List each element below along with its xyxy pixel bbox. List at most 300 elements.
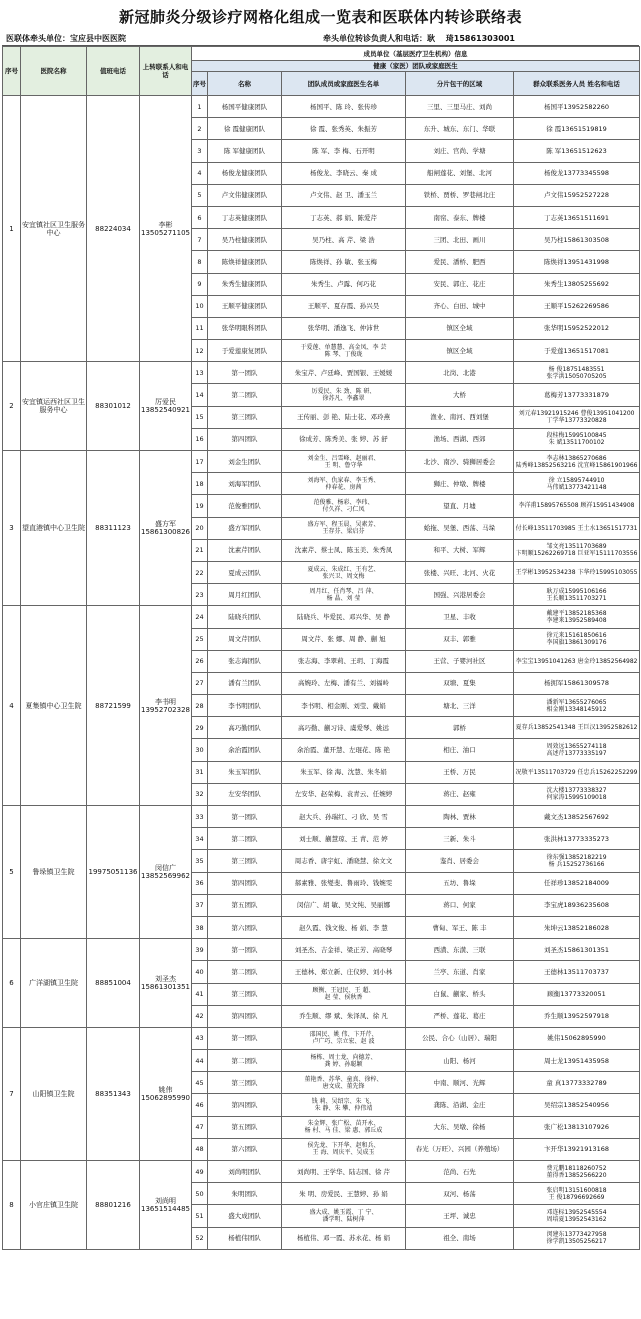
team-area: 卫星、丰收	[406, 606, 514, 628]
team-area: 和平、大树、军辉	[406, 539, 514, 561]
team-area: 王桥、万民	[406, 761, 514, 783]
team-members: 刘圣杰、吉金祥、梁正芳、高晓琴	[282, 939, 406, 961]
team-members: 丁志英、郝 娟、陈爱芹	[282, 206, 406, 228]
team-contact: 杨俊龙13773345598	[514, 162, 640, 184]
team-contact: 葛梅芳13773331879	[514, 384, 640, 406]
team-area: 范尚、石先	[406, 1161, 514, 1183]
team-name: 第四团队	[208, 1005, 282, 1027]
team-seq: 1	[192, 96, 208, 118]
table-header	[3, 47, 640, 96]
team-contact: 童 真13773332789	[514, 1072, 640, 1094]
team-members: 盛大成、姚玉霞、丁 宁、 潘学明、陆树萍	[282, 1205, 406, 1227]
team-name: 第五团队	[208, 894, 282, 916]
team-contact: 徐 立15895744910 马伟斌13773421148	[514, 473, 640, 495]
team-area: 望直、月墟	[406, 495, 514, 517]
team-name: 第四团队	[208, 1094, 282, 1116]
duty-phone: 88311123	[87, 451, 140, 606]
hospital-seq: 6	[3, 939, 21, 1028]
team-members: 郝素雅、张燮斐、鲁雨玲、钱婉雯	[282, 872, 406, 894]
duty-phone: 88351343	[87, 1027, 140, 1160]
team-area: 三里、三里马庄、刘尚	[406, 96, 514, 118]
team-name: 于爱莲康复团队	[208, 340, 282, 362]
team-seq: 44	[192, 1050, 208, 1072]
team-members: 厉爱民、朱 劲、陈 研、 徐苏凡、李鑫翠	[282, 384, 406, 406]
team-seq: 45	[192, 1072, 208, 1094]
table-row	[3, 1027, 640, 1049]
team-name: 盛大成团队	[208, 1205, 282, 1227]
team-area: 塘北、三洋	[406, 695, 514, 717]
team-name: 刘海军团队	[208, 473, 282, 495]
team-contact: 段桂梅15995100845 朱 斌13511700102	[514, 428, 640, 450]
team-members: 朱金辉、张广松、苗开永、 杨 村、马 佳、梁 惠、郭丘成	[282, 1116, 406, 1138]
team-contact: 戴建平13852185368 李建来13952589408	[514, 606, 640, 628]
team-name: 刘金生团队	[208, 451, 282, 473]
team-seq: 15	[192, 406, 208, 428]
team-contact: 徐 霞13651519819	[514, 118, 640, 140]
team-area: 三新、朱斗	[406, 828, 514, 850]
team-area: 蛤拖、吴堡、西荡、马垛	[406, 517, 514, 539]
duty-phone: 88301012	[87, 362, 140, 451]
team-area: 蒋口、何家	[406, 894, 514, 916]
liaison: 刘尚明 13651514485	[140, 1161, 192, 1250]
team-name: 余治霞团队	[208, 739, 282, 761]
hospital-seq: 1	[3, 96, 21, 362]
team-name: 夏成云团队	[208, 561, 282, 583]
team-name: 潘有兰团队	[208, 672, 282, 694]
team-name: 第一团队	[208, 939, 282, 961]
team-contact: 朱坤云13852186028	[514, 916, 640, 938]
team-seq: 49	[192, 1161, 208, 1183]
team-seq: 9	[192, 273, 208, 295]
team-contact: 丁志英13651511691	[514, 206, 640, 228]
team-members: 刘海军、仇家春、李玉秀、 仲春花、房茜	[282, 473, 406, 495]
team-contact: 邓连标13952545554 周培夏13952543162	[514, 1205, 640, 1227]
team-area: 中南、顺河、光辉	[406, 1072, 514, 1094]
team-contact: 陈焕祥13951431998	[514, 251, 640, 273]
team-members: 左安华、赵荣梅、袁青云、任婉婷	[282, 783, 406, 805]
team-members: 朱玉军、徐 海、沈慧、朱冬娟	[282, 761, 406, 783]
team-name: 杨国平健康团队	[208, 96, 282, 118]
team-area: 铁桥、贾桥、罗巷闸北庄	[406, 184, 514, 206]
team-seq: 35	[192, 850, 208, 872]
team-area: 王营、子婴河社区	[406, 650, 514, 672]
team-seq: 38	[192, 916, 208, 938]
team-contact: 周效远13655274118 高述芹13773335197	[514, 739, 640, 761]
team-area: 双丰、郭雅	[406, 628, 514, 650]
team-members: 余治霞、董开慧、左琨花、陈 艳	[282, 739, 406, 761]
team-seq: 39	[192, 939, 208, 961]
team-name: 杨俊龙健康团队	[208, 162, 282, 184]
team-seq: 47	[192, 1116, 208, 1138]
team-members: 周月红、任肖琴、吕 萍、 杨 晶、刘 莹	[282, 584, 406, 606]
team-area: 三团、北田、画川	[406, 229, 514, 251]
team-name: 第三团队	[208, 850, 282, 872]
team-contact: 张洪林13773335273	[514, 828, 640, 850]
liaison: 李彬 13505271105	[140, 96, 192, 362]
team-contact: 王学彬13952534238 卞华玲15995103055	[514, 561, 640, 583]
team-contact: 李宝宝13951041263 唐金玲13852564982	[514, 650, 640, 672]
team-seq: 28	[192, 695, 208, 717]
team-name: 朱明团队	[208, 1183, 282, 1205]
team-seq: 20	[192, 517, 208, 539]
team-members: 陆晓兵、毕爱民、邓兴华、吴 静	[282, 606, 406, 628]
team-contact: 张启明13151600818 王 俊18796692669	[514, 1183, 640, 1205]
team-seq: 12	[192, 340, 208, 362]
team-area: 镇区全域	[406, 340, 514, 362]
liaison: 盛方军 15861300826	[140, 451, 192, 606]
team-name: 第三团队	[208, 983, 282, 1005]
team-area: 公民、合心（山居）、瑞阳	[406, 1027, 514, 1049]
team-members: 夏成云、朱成红、王有艺、 张兴卫、周文梅	[282, 561, 406, 583]
team-area: 祖全、南场	[406, 1227, 514, 1249]
team-seq: 26	[192, 650, 208, 672]
team-members: 陈 军、李 梅、石开明	[282, 140, 406, 162]
team-area: 渔业、南河、西刘堡	[406, 406, 514, 428]
team-seq: 23	[192, 584, 208, 606]
team-area: 五坊、鲁垛	[406, 872, 514, 894]
lead-referral-contact: 牵头单位转诊负责人和电话：耿 琦15861303001	[322, 34, 515, 43]
team-area: 西潢、东潢、三联	[406, 939, 514, 961]
team-seq: 17	[192, 451, 208, 473]
team-contact: 卢文伟15952527228	[514, 184, 640, 206]
team-area: 陶林、贾林	[406, 806, 514, 828]
team-contact: 闵建东13773427958 徐学凯13505256217	[514, 1227, 640, 1249]
team-contact: 于爱莲13651517081	[514, 340, 640, 362]
team-area: 严桥、莲花、葛庄	[406, 1005, 514, 1027]
duty-phone: 88801216	[87, 1161, 140, 1250]
team-members: 杨俊龙、李晓云、秦 成	[282, 162, 406, 184]
team-name: 第五团队	[208, 1116, 282, 1138]
team-area: 齐心、白田、城中	[406, 295, 514, 317]
team-seq: 34	[192, 828, 208, 850]
team-contact: 刘圣杰15861301351	[514, 939, 640, 961]
col-members: 团队成员或家庭医生名单	[282, 72, 406, 96]
liaison: 刘圣杰 15861301351	[140, 939, 192, 1028]
team-name: 第一团队	[208, 1027, 282, 1049]
team-name: 沈素芹团队	[208, 539, 282, 561]
hospital-name: 望直港镇中心卫生院	[21, 451, 87, 606]
team-name: 高巧勤团队	[208, 717, 282, 739]
team-members: 闵信广、胡 敏、吴文纯、吴丽娜	[282, 894, 406, 916]
team-members: 周志香、唐宇虹、潘晓慧、徐文文	[282, 850, 406, 872]
team-seq: 48	[192, 1138, 208, 1160]
team-members: 董艳香、苏华、童真、徐梓、 唐文成、董先锋	[282, 1072, 406, 1094]
hospital-seq: 8	[3, 1161, 21, 1250]
duty-phone: 88721599	[87, 606, 140, 806]
team-name: 陆晓兵团队	[208, 606, 282, 628]
team-members: 朱秀生、卢露、何巧花	[282, 273, 406, 295]
team-seq: 51	[192, 1205, 208, 1227]
team-members: 朱 明、房爱民、王慧婷、孙 娟	[282, 1183, 406, 1205]
team-area: 南窑、泰东、牌楼	[406, 206, 514, 228]
team-members: 徐成芳、陈秀美、张 婷、苏 舒	[282, 428, 406, 450]
team-members: 赵大兵、孙瑞红、刁 欣、吴 雪	[282, 806, 406, 828]
duty-phone: 19975051136	[87, 806, 140, 939]
team-contact: 卞开华13921913168	[514, 1138, 640, 1160]
team-contact: 张广松13813107926	[514, 1116, 640, 1138]
team-contact: 李志林13865270686 陆秀峰13852563216 沈宜峰15861901966	[514, 451, 640, 473]
team-name: 陈焕祥健康团队	[208, 251, 282, 273]
team-members: 张华明、潘逸飞、仲沛世	[282, 317, 406, 339]
team-contact: 李宝虎18936235608	[514, 894, 640, 916]
col-team-name: 名称	[208, 72, 282, 96]
team-members: 刘尚明、王学华、陆志国、徐 芹	[282, 1161, 406, 1183]
team-area: 国强、兴港居委会	[406, 584, 514, 606]
team-contact: 耿万成15995106166 王长顺13511703271	[514, 584, 640, 606]
team-members: 范俊雅、杨彩、李玮、 付久祥、刁仁凤	[282, 495, 406, 517]
team-seq: 37	[192, 894, 208, 916]
team-contact: 费元鹏18118260752 董得香13852566220	[514, 1161, 640, 1183]
team-members: 张志海、李翠莉、王玥、丁海霞	[282, 650, 406, 672]
team-contact: 徐元来15161850616 李国旗13861309176	[514, 628, 640, 650]
team-contact: 任祥珍13852184009	[514, 872, 640, 894]
team-name: 吴乃柱健康团队	[208, 229, 282, 251]
team-seq: 18	[192, 473, 208, 495]
team-name: 丁志英健康团队	[208, 206, 282, 228]
team-name: 周月红团队	[208, 584, 282, 606]
team-contact: 付长峰13511703985 王土水13651517731	[514, 517, 640, 539]
team-seq: 46	[192, 1094, 208, 1116]
team-seq: 22	[192, 561, 208, 583]
team-seq: 14	[192, 384, 208, 406]
team-area: 船闸莲花、刘堡、北河	[406, 162, 514, 184]
col-duty-phone: 值班电话	[87, 47, 140, 96]
team-area: 狮庄、仲墩、牌楼	[406, 473, 514, 495]
team-area: 蒋庄、赵雍	[406, 783, 514, 805]
team-contact: 徐东强13852182219 杨 兵15252736166	[514, 850, 640, 872]
table-row	[3, 939, 640, 961]
team-members: 钱 莉、吴绍宗、朱 飞、 朱 静、朱 攀、仲伟靖	[282, 1094, 406, 1116]
col-area: 分片包干的区域	[406, 72, 514, 96]
team-members: 杨植伟、邓一霞、苏永花、杨 娟	[282, 1227, 406, 1249]
team-members: 乔生顺、缪 斌、朱泽凤、徐 凡	[282, 1005, 406, 1027]
team-name: 第六团队	[208, 916, 282, 938]
team-area: 白鼠、蒯家、桥头	[406, 983, 514, 1005]
table-row	[3, 96, 640, 118]
team-seq: 8	[192, 251, 208, 273]
liaison: 厉爱民 13852540921	[140, 362, 192, 451]
col-member-unit: 成员单位（基层医疗卫生机构）信息	[192, 47, 640, 61]
team-area: 东升、城东、东门、华联	[406, 118, 514, 140]
team-seq: 10	[192, 295, 208, 317]
team-members: 盛方军、程玉晨、吴素芳、 王存芬、梁启芬	[282, 517, 406, 539]
hospital-name: 山阳镇卫生院	[21, 1027, 87, 1160]
team-members: 赵久霞、钱文俊、杨 娟、李 慧	[282, 916, 406, 938]
team-area: 王坪、诚忠	[406, 1205, 514, 1227]
team-contact: 吴绍宗13852540956	[514, 1094, 640, 1116]
team-contact: 乔生顺13952597918	[514, 1005, 640, 1027]
col-contact: 群众联系医务人员 姓名和电话	[514, 72, 640, 96]
team-area: 张楼、兴旺、北河、火花	[406, 561, 514, 583]
team-name: 第一团队	[208, 362, 282, 384]
col-team-group: 健康（家医）团队或家庭医生	[192, 61, 640, 72]
team-name: 盛方军团队	[208, 517, 282, 539]
team-seq: 33	[192, 806, 208, 828]
table-row	[3, 806, 640, 828]
team-seq: 11	[192, 317, 208, 339]
team-contact: 王德林13511703737	[514, 961, 640, 983]
team-seq: 50	[192, 1183, 208, 1205]
team-seq: 7	[192, 229, 208, 251]
team-name: 刘尚明团队	[208, 1161, 282, 1183]
team-area: 龚陈、沿湖、金庄	[406, 1094, 514, 1116]
table-row	[3, 451, 640, 473]
team-contact: 朱秀生13805255692	[514, 273, 640, 295]
liaison: 姚伟 15062895990	[140, 1027, 192, 1160]
header-info	[2, 32, 639, 46]
team-contact: 潘新军13655276065 相金刚13348145912	[514, 695, 640, 717]
team-area: 曹甸、军王、陈 丰	[406, 916, 514, 938]
team-name: 杨植伟团队	[208, 1227, 282, 1249]
team-contact: 邹文亮13511703689 卞明顺15262269718 巨亚军15111703556	[514, 539, 640, 561]
team-members: 王德林、郑立新、庄仪婷、刘小林	[282, 961, 406, 983]
hospital-name: 广洋湖镇卫生院	[21, 939, 87, 1028]
team-contact: 夏存兵13852541348 王巨汉13952582612	[514, 717, 640, 739]
team-seq: 43	[192, 1027, 208, 1049]
page-title: 新冠肺炎分级诊疗网格化组成一览表和医联体内转诊联络表	[118, 8, 522, 26]
hospital-seq: 5	[3, 806, 21, 939]
team-seq: 31	[192, 761, 208, 783]
team-members: 吴乃柱、高 芹、梁 浩	[282, 229, 406, 251]
team-area: 相庄、油口	[406, 739, 514, 761]
hospital-name: 夏集镇中心卫生院	[21, 606, 87, 806]
team-seq: 32	[192, 783, 208, 805]
team-area: 春光（万旺）、兴园（养殖场）	[406, 1138, 514, 1160]
hospital-name: 安宜镇社区卫生服务中心	[21, 96, 87, 362]
team-area: 北岗、北港	[406, 362, 514, 384]
hospital-seq: 2	[3, 362, 21, 451]
hospital-seq: 3	[3, 451, 21, 606]
team-name: 第二团队	[208, 961, 282, 983]
team-seq: 41	[192, 983, 208, 1005]
table-row	[3, 1161, 640, 1183]
team-name: 张华明眼科团队	[208, 317, 282, 339]
team-name: 第四团队	[208, 428, 282, 450]
team-members: 刘金生、吕雪峰、赵丽君、 王 明、鲁守华	[282, 451, 406, 473]
hospital-name: 小官庄镇卫生院	[21, 1161, 87, 1250]
team-contact: 戴文杰13852567692	[514, 806, 640, 828]
team-name: 第二团队	[208, 1050, 282, 1072]
team-name: 陈 军健康团队	[208, 140, 282, 162]
team-members: 王传丽、彭 艳、陆士花、邓玲燕	[282, 406, 406, 428]
team-members: 侯先龙、卞开华、赵和兵、 王 海、周庆平、吴成玉	[282, 1138, 406, 1160]
team-name: 张志海团队	[208, 650, 282, 672]
team-name: 左安华团队	[208, 783, 282, 805]
lead-unit: 医联体牵头单位：宝应县中医医院	[6, 34, 126, 43]
duty-phone: 88224034	[87, 96, 140, 362]
team-area: 郭桥	[406, 717, 514, 739]
team-name: 徐 霞健康团队	[208, 118, 282, 140]
team-members: 于爱莲、单慧慧、高金凤、李 芸 陈 琴、丁俊珑	[282, 340, 406, 362]
team-contact: 杨 俊18751483551 张学洪15050705205	[514, 362, 640, 384]
team-seq: 25	[192, 628, 208, 650]
team-name: 范俊雅团队	[208, 495, 282, 517]
team-area: 鉴肖、居委会	[406, 850, 514, 872]
team-seq: 16	[192, 428, 208, 450]
team-contact: 周士龙13951435958	[514, 1050, 640, 1072]
team-members: 高婉玲、左梅、潘有兰、刘福岭	[282, 672, 406, 694]
team-members: 王顺平、夏存霞、孙兴昊	[282, 295, 406, 317]
table-row	[3, 606, 640, 628]
team-name: 第三团队	[208, 406, 282, 428]
team-members: 沈素芹、蔡士凤、陈玉美、朱秀凤	[282, 539, 406, 561]
team-seq: 42	[192, 1005, 208, 1027]
team-members: 李书明、相金刚、刘莹、戴娟	[282, 695, 406, 717]
team-members: 徐 霞、张秀英、朱振芳	[282, 118, 406, 140]
team-name: 李书明团队	[208, 695, 282, 717]
liaison: 闵信广 13852569962	[140, 806, 192, 939]
team-seq: 4	[192, 162, 208, 184]
team-seq: 40	[192, 961, 208, 983]
team-contact: 姚伟15062895990	[514, 1027, 640, 1049]
team-area: 双河、杨荡	[406, 1183, 514, 1205]
team-members: 邵国民、姚 伟、卞开芹、 卢广巧、宗立宏、赵 波	[282, 1027, 406, 1049]
team-area: 镇区全域	[406, 317, 514, 339]
team-seq: 36	[192, 872, 208, 894]
team-name: 第四团队	[208, 872, 282, 894]
team-area: 兰亭、东道、肖家	[406, 961, 514, 983]
team-name: 第三团队	[208, 1072, 282, 1094]
team-seq: 24	[192, 606, 208, 628]
hospital-name: 鲁垛镇卫生院	[21, 806, 87, 939]
team-contact: 李洋甫15895765508 顾祥15951434908	[514, 495, 640, 517]
team-name: 朱秀生健康团队	[208, 273, 282, 295]
team-area: 双塘、夏集	[406, 672, 514, 694]
team-name: 周文芹团队	[208, 628, 282, 650]
team-seq: 13	[192, 362, 208, 384]
col-liaison: 上转联系人和电话	[140, 47, 192, 96]
team-name: 第一团队	[208, 806, 282, 828]
team-seq: 29	[192, 717, 208, 739]
team-contact: 陈 军13651512623	[514, 140, 640, 162]
hospital-seq: 7	[3, 1027, 21, 1160]
team-members: 卢文伟、赵 卫、潘玉兰	[282, 184, 406, 206]
team-name: 卢文伟健康团队	[208, 184, 282, 206]
table-row	[3, 362, 640, 384]
team-seq: 19	[192, 495, 208, 517]
team-name: 王顺平健康团队	[208, 295, 282, 317]
team-seq: 30	[192, 739, 208, 761]
team-seq: 6	[192, 206, 208, 228]
team-name: 第六团队	[208, 1138, 282, 1160]
team-area: 刘庄、官尚、学塘	[406, 140, 514, 162]
team-seq: 5	[192, 184, 208, 206]
hospital-seq: 4	[3, 606, 21, 806]
table-body	[3, 96, 640, 1250]
team-members: 陈焕祥、孙 敏、张玉梅	[282, 251, 406, 273]
hospital-name: 安宜镇运西社区卫生服务中心	[21, 362, 87, 451]
team-contact: 张华明15952522012	[514, 317, 640, 339]
team-contact: 沈大楼13773338327 何家涛15995109018	[514, 783, 640, 805]
col-seq: 序号	[3, 47, 21, 96]
team-seq: 52	[192, 1227, 208, 1249]
team-name: 第二团队	[208, 828, 282, 850]
team-name: 朱玉军团队	[208, 761, 282, 783]
team-name: 第二团队	[208, 384, 282, 406]
team-contact: 顾衡13773320051	[514, 983, 640, 1005]
team-seq: 21	[192, 539, 208, 561]
team-seq: 2	[192, 118, 208, 140]
team-contact: 吴乃柱15861303508	[514, 229, 640, 251]
team-area: 渔场、西湖、西郊	[406, 428, 514, 450]
duty-phone: 88851004	[87, 939, 140, 1028]
referral-table	[2, 46, 640, 1250]
team-contact: 刘元春13921915246 曹俊13951041200 丁学华13773320828	[514, 406, 640, 428]
team-members: 高巧勤、蒯习诗、虞爱琴、姚远	[282, 717, 406, 739]
team-contact: 杨拥军15861309578	[514, 672, 640, 694]
team-area: 安民、郭庄、花庄	[406, 273, 514, 295]
liaison: 李书明 13952702328	[140, 606, 192, 806]
